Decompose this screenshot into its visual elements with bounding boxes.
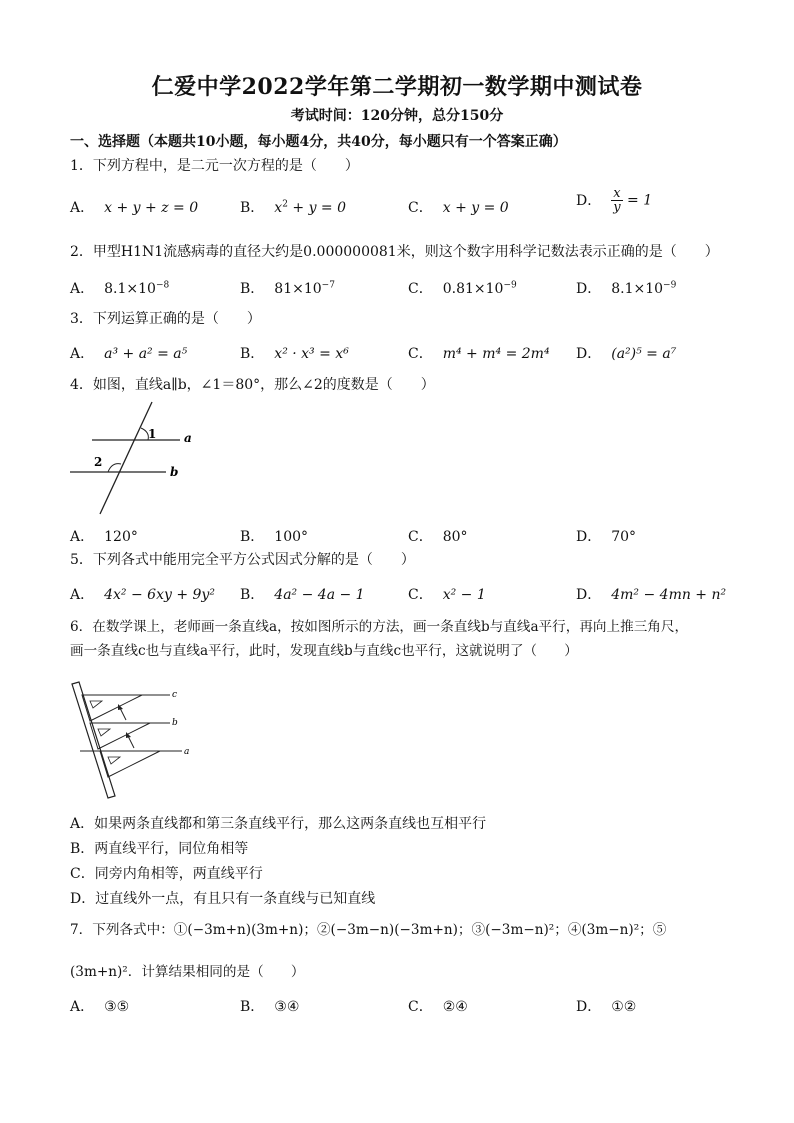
q2-option-c[interactable]: C． $0.81\times 10^{-9}$ xyxy=(408,280,517,297)
line-a-label: a xyxy=(184,747,190,757)
line-b-label: b xyxy=(172,718,178,728)
q6-option-d[interactable]: D．过直线外一点，有且只有一条直线与已知直线 xyxy=(70,891,376,907)
angle-2-label: 2 xyxy=(94,455,103,469)
question-5-options xyxy=(70,584,740,606)
q7-option-d[interactable]: D． ①② xyxy=(576,999,637,1015)
angle-1-label: 1 xyxy=(148,427,157,441)
q4-option-d[interactable]: D． 70° xyxy=(576,529,637,545)
q3-option-a[interactable]: A． a³ + a² = a⁵ xyxy=(70,346,188,362)
q3-option-b[interactable]: B． x² · x³ = x⁶ xyxy=(240,346,349,362)
triangle-middle-inner xyxy=(98,729,110,736)
ruler-triangle-figure xyxy=(70,676,200,801)
arrow-lower xyxy=(128,736,134,748)
transversal-line xyxy=(100,402,152,514)
q5-option-d[interactable]: D． 4m² − 4mn + n² xyxy=(576,587,727,603)
triangle-top xyxy=(82,695,142,721)
angle-2-arc xyxy=(108,464,121,472)
q1-option-c[interactable]: C． x + y = 0 xyxy=(408,200,509,216)
q6-option-c[interactable]: C．同旁内角相等，两直线平行 xyxy=(70,866,263,882)
question-7-stem-line-1: 7．下列各式中：①(−3m+n)(3m+n)；②(−3m−n)(−3m+n)；③(−3m−n)²；④(3m−n)²；⑤ xyxy=(70,922,667,938)
q1-option-b[interactable]: B． $x^2 + y = 0$ xyxy=(240,199,347,216)
q1-option-a[interactable]: A． x + y + z = 0 xyxy=(70,200,199,216)
q2-option-d[interactable]: D． $8.1\times 10^{-9}$ xyxy=(576,280,677,297)
question-5-stem: 5．下列各式中能用完全平方公式因式分解的是（ ） xyxy=(70,552,415,568)
question-3-options xyxy=(70,343,740,365)
question-6-stem-line-2: 画一条直线c也与直线a平行，此时，发现直线b与直线c也平行，这就说明了（ ） xyxy=(70,643,578,659)
q7-option-b[interactable]: B． ③④ xyxy=(240,999,300,1015)
q1-option-d[interactable]: D． $\frac{x}{y}$ = 1 xyxy=(576,186,653,215)
triangle-bottom xyxy=(100,751,160,777)
q6-option-b[interactable]: B．两直线平行，同位角相等 xyxy=(70,841,249,857)
question-4-options xyxy=(70,526,740,548)
q4-option-a[interactable]: A． 120° xyxy=(70,529,138,545)
q4-option-c[interactable]: C． 80° xyxy=(408,529,468,545)
question-7-stem-line-2: (3m+n)²．计算结果相同的是（ ） xyxy=(70,964,305,980)
question-4-stem: 4．如图，直线a∥b，∠1＝80°，那么∠2的度数是（ ） xyxy=(70,377,435,393)
ruler-shape xyxy=(72,682,115,798)
question-7-options xyxy=(70,996,740,1018)
q6-option-a[interactable]: A．如果两条直线都和第三条直线平行，那么这两条直线也互相平行 xyxy=(70,816,487,832)
q4-option-b[interactable]: B． 100° xyxy=(240,529,309,545)
exam-title: 仁爱中学2022学年第二学期初一数学期中测试卷 xyxy=(151,74,643,100)
line-a-label: a xyxy=(184,431,192,445)
q2-option-a[interactable]: A． $8.1\times 10^{-8}$ xyxy=(70,280,170,297)
section-heading: 一、选择题（本题共10小题，每小题4分，共40分，每小题只有一个答案正确） xyxy=(70,134,567,150)
question-2-options xyxy=(70,278,740,300)
q2-option-b[interactable]: B． $81\times 10^{-7}$ xyxy=(240,280,335,297)
arrow-upper xyxy=(120,708,126,720)
q3-option-c[interactable]: C． m⁴ + m⁴ = 2m⁴ xyxy=(408,346,550,362)
question-6-stem-line-1: 6．在数学课上，老师画一条直线a，按如图所示的方法，画一条直线b与直线a平行，再向上推三角尺， xyxy=(70,619,689,635)
q5-option-c[interactable]: C． x² − 1 xyxy=(408,587,486,603)
line-c-label: c xyxy=(172,690,178,700)
exam-subtitle: 考试时间：120分钟，总分150分 xyxy=(290,108,504,124)
question-1-stem: 1．下列方程中，是二元一次方程的是（ ） xyxy=(70,158,359,174)
line-b-label: b xyxy=(170,465,179,479)
q5-option-a[interactable]: A． 4x² − 6xy + 9y² xyxy=(70,587,215,603)
q3-option-d[interactable]: D． (a²)⁵ = a⁷ xyxy=(576,346,677,362)
triangle-bottom-inner xyxy=(108,757,120,764)
q7-option-a[interactable]: A． ③⑤ xyxy=(70,999,130,1015)
q5-option-b[interactable]: B． 4a² − 4a − 1 xyxy=(240,587,365,603)
question-3-stem: 3．下列运算正确的是（ ） xyxy=(70,311,261,327)
question-2-stem: 2．甲型H1N1流感病毒的直径大约是0.000000081米，则这个数字用科学记数法表示正确的是（ ） xyxy=(70,244,719,260)
q7-option-c[interactable]: C． ②④ xyxy=(408,999,468,1015)
triangle-top-inner xyxy=(90,701,102,708)
parallel-lines-figure xyxy=(70,400,210,515)
question-1-options xyxy=(70,186,740,219)
